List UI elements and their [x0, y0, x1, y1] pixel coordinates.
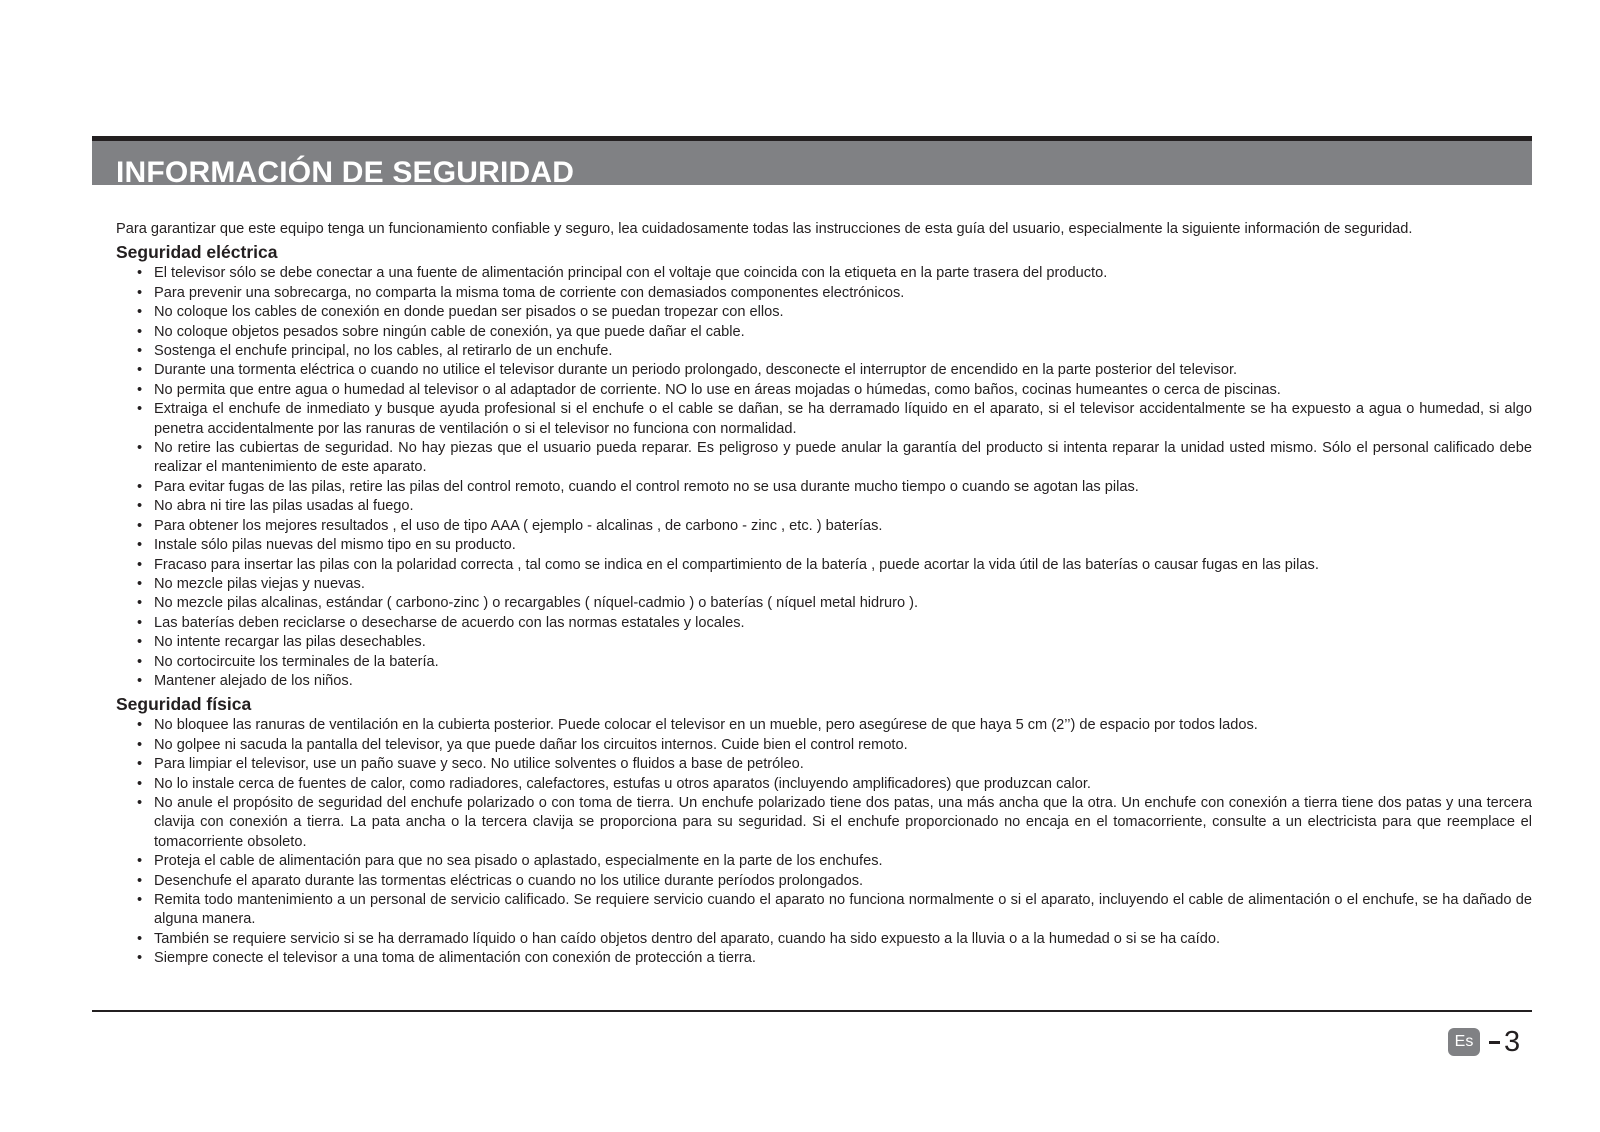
list-item: • También se requiere servicio si se ha derramado líquido o han caído objetos dentro del aparato, cuando ha sido expuesto a la lluvia o a la humedad o si se ha caído. [116, 930, 1532, 949]
list-item: • Instale sólo pilas nuevas del mismo tipo en su producto. [116, 536, 1532, 555]
list-item: • No bloquee las ranuras de ventilación en la cubierta posterior. Puede colocar el televisor en un mueble, pero asegúrese de que haya 5 cm (2’’) de espacio por todos lados. [116, 716, 1532, 735]
list-item: • Las baterías deben reciclarse o desecharse de acuerdo con las normas estatales y locales. [116, 614, 1532, 633]
section-heading-physical: Seguridad física [116, 694, 252, 715]
list-item: • Sostenga el enchufe principal, no los cables, al retirarlo de un enchufe. [116, 342, 1532, 361]
intro-paragraph: Para garantizar que este equipo tenga un funcionamiento confiable y seguro, lea cuidadosamente todas las instrucciones de esta guía del usuario, especialmente la siguiente información de seguridad. [116, 221, 1413, 237]
list-item: • No coloque objetos pesados sobre ningún cable de conexión, ya que puede dañar el cable. [116, 323, 1532, 342]
list-item: • Durante una tormenta eléctrica o cuando no utilice el televisor durante un periodo prolongado, desconecte el interruptor de encendido en la parte posterior del televisor. [116, 361, 1532, 380]
list-item: • Mantener alejado de los niños. [116, 672, 1532, 691]
list-item: • Proteja el cable de alimentación para que no sea pisado o aplastado, especialmente en la parte de los enchufes. [116, 852, 1532, 871]
list-item: • El televisor sólo se debe conectar a una fuente de alimentación principal con el voltaje que coincida con la etiqueta en la parte trasera del producto. [116, 264, 1532, 283]
list-item: • No lo instale cerca de fuentes de calor, como radiadores, calefactores, estufas u otros aparatos (incluyendo amplificadores) que produzcan calor. [116, 775, 1532, 794]
list-item: • No anule el propósito de seguridad del enchufe polarizado o con toma de tierra. Un enchufe polarizado tiene dos patas, una más ancha que la otra. Un enchufe con conexión a tierra tiene dos patas y una tercera clavija con conexión a tierra. La pata ancha o la tercera clavija se proporciona para su seguridad. Si el enchufe proporcionado no encaja en el tomacorriente, consulte a un electricista para que reemplace el tomacorriente obsoleto. [116, 794, 1532, 852]
physical-safety-list [116, 716, 1532, 968]
list-item: • Fracaso para insertar las pilas con la polaridad correcta , tal como se indica en el compartimiento de la batería , puede acortar la vida útil de las baterías o causar fugas en las pilas. [116, 556, 1532, 575]
document-body [116, 220, 1532, 969]
list-item: • No intente recargar las pilas desechables. [116, 633, 1532, 652]
list-item: • No permita que entre agua o humedad al televisor o al adaptador de corriente. NO lo use en áreas mojadas o húmedas, como baños, cocinas humeantes o cerca de piscinas. [116, 381, 1532, 400]
list-item: • Siempre conecte el televisor a una toma de alimentación con conexión de protección a tierra. [116, 949, 1532, 968]
page-number: 3 [1504, 1026, 1521, 1058]
list-item: • Para evitar fugas de las pilas, retire las pilas del control remoto, cuando el control remoto no se usa durante mucho tiempo o cuando se agotan las pilas. [116, 478, 1532, 497]
list-item: • Para limpiar el televisor, use un paño suave y seco. No utilice solventes o fluidos a base de petróleo. [116, 755, 1532, 774]
language-badge: Es [1448, 1028, 1480, 1056]
list-item: • No cortocircuite los terminales de la batería. [116, 653, 1532, 672]
list-item: • No mezcle pilas alcalinas, estándar ( carbono-zinc ) o recargables ( níquel-cadmio ) o baterías ( níquel metal hidruro ). [116, 594, 1532, 613]
list-item: • Desenchufe el aparato durante las tormentas eléctricas o cuando no los utilice durante períodos prolongados. [116, 872, 1532, 891]
list-item: • Para prevenir una sobrecarga, no comparta la misma toma de corriente con demasiados componentes electrónicos. [116, 284, 1532, 303]
list-item: • No abra ni tire las pilas usadas al fuego. [116, 497, 1532, 516]
page-title: INFORMACIÓN DE SEGURIDAD [116, 156, 575, 185]
list-item: • No coloque los cables de conexión en donde puedan ser pisados o se puedan tropezar con ellos. [116, 303, 1532, 322]
section-heading-electrical: Seguridad eléctrica [116, 242, 278, 263]
list-item: • Extraiga el enchufe de inmediato y busque ayuda profesional si el enchufe o el cable se dañan, se ha derramado líquido en el aparato, si el televisor accidentalmente se ha expuesto a agua o humedad, si algo penetra accidentalmente por las ranuras de ventilación o si el televisor no funciona con normalidad. [116, 400, 1532, 439]
list-item: • Remita todo mantenimiento a un personal de servicio calificado. Se requiere servicio cuando el aparato no funciona normalmente o si el aparato, incluyendo el cable de alimentación o el enchufe, se ha dañado de alguna manera. [116, 891, 1532, 930]
list-item: • Para obtener los mejores resultados , el uso de tipo AAA ( ejemplo - alcalinas , de carbono - zinc , etc. ) baterías. [116, 517, 1532, 536]
list-item: • No golpee ni sacuda la pantalla del televisor, ya que puede dañar los circuitos internos. Cuide bien el control remoto. [116, 736, 1532, 755]
electrical-safety-list [116, 264, 1532, 691]
header-band [92, 141, 1532, 185]
page-number-dash [1489, 1041, 1500, 1044]
list-item: • No retire las cubiertas de seguridad. No hay piezas que el usuario pueda reparar. Es peligroso y puede anular la garantía del producto si intenta reparar la unidad usted mismo. Sólo el personal calificado debe realizar el mantenimiento de este aparato. [116, 439, 1532, 478]
list-item: • No mezcle pilas viejas y nuevas. [116, 575, 1532, 594]
footer-rule [92, 1010, 1532, 1012]
